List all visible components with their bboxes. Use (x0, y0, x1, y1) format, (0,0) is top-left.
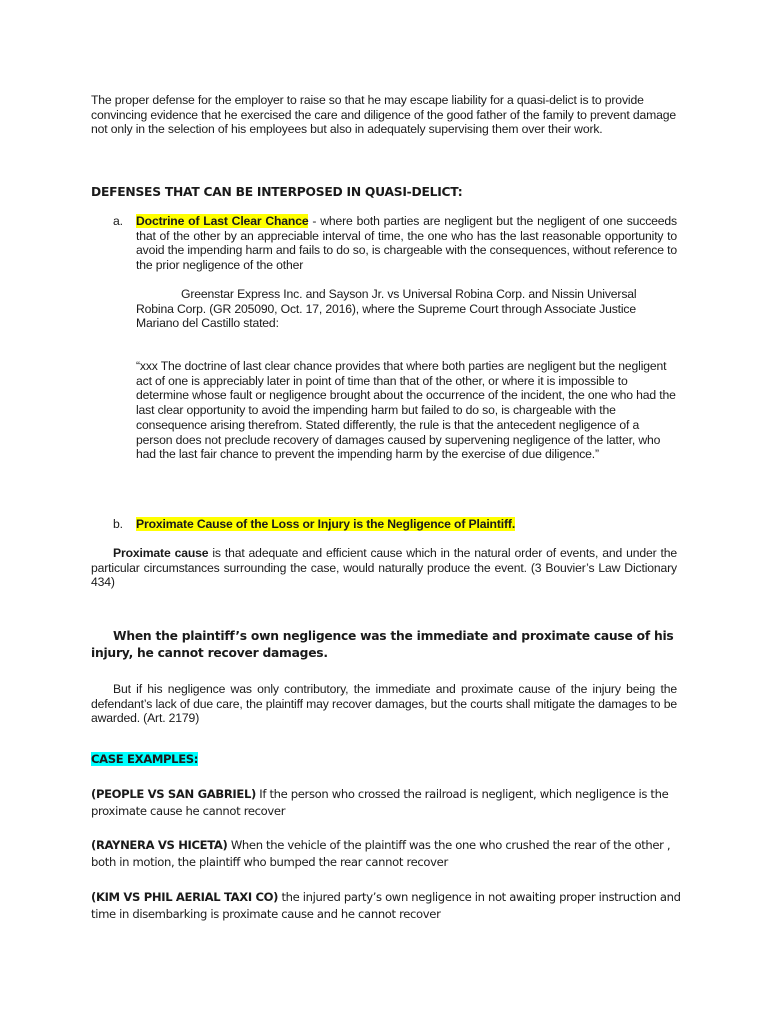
defenses-heading: DEFENSES THAT CAN BE INTERPOSED IN QUASI-DELICT: (91, 185, 463, 199)
case-item (91, 889, 681, 922)
case-name: (RAYNERA VS HICETA) (91, 838, 228, 852)
list-marker-b: b. (113, 517, 123, 531)
rule-paragraph: When the plaintiff’s own negligence was the immediate and proximate cause of his injury, he cannot recover damages. (91, 629, 674, 660)
case-examples-heading (91, 751, 198, 768)
last-clear-chance-title: Doctrine of Last Clear Chance (136, 214, 309, 228)
proximate-cause-text: is that adequate and efficient cause which in the natural order of events, and under the particular circumstances surrounding the case, would naturally produce the event. (3 Bouvier’s Law Dictionary 434) (91, 546, 677, 590)
list-marker-a: a. (113, 214, 123, 228)
case-item (91, 786, 681, 819)
intro-paragraph: The proper defense for the employer to raise so that he may escape liability for a quasi-delict is to provide convincing evidence that he exercised the care and diligence of the good father of the family to prevent damage not only in the selection of his employees but also in adequately supervising them over their work. (91, 93, 676, 137)
proximate-cause-title: Proximate Cause of the Loss or Injury is the Negligence of Plaintiff. (136, 517, 516, 531)
case-text: When the vehicle of the plaintiff was the one who crushed the rear of the other , both in motion, the plaintiff who bumped the rear cannot recover (91, 838, 671, 869)
proximate-cause-term: Proximate cause (113, 546, 209, 560)
item-b-paragraph (136, 517, 677, 532)
item-a-text: - where both parties are negligent but the negligent of one succeeds that of the other by an appreciable interval of time, the one who has the last reasonable opportunity to avoid the impending harm and fails to do so, is chargeable with the consequences, without reference to the prior negligence of the other (136, 214, 678, 273)
case-name: (PEOPLE VS SAN GABRIEL) (91, 787, 256, 801)
quote-paragraph: “xxx The doctrine of last clear chance provides that where both parties are negligent but the negligent act of one is appreciably later in point of time than that of the other, or where it is impossible to determine whose fault or negligence brought about the occurrence of the incident, the one who had the last clear opportunity to avoid the impending harm but failed to do so, is chargeable with the consequence arising therefrom. Stated differently, the rule is that the antecedent negligence of a person does not preclude recovery of damages caused by supervening negligence of the latter, who had the last fair chance to prevent the impending harm by the exercise of due diligence.” (136, 359, 676, 462)
case-item (91, 837, 681, 870)
case-examples-label: CASE EXAMPLES: (91, 752, 199, 766)
contributory-paragraph: But if his negligence was only contributory, the immediate and proximate cause of the injury being the defendant’s lack of due care, the plaintiff may recover damages, but the courts shall mitigate the damages to be awarded. (Art. 2179) (91, 682, 677, 726)
citation-paragraph: Greenstar Express Inc. and Sayson Jr. vs Universal Robina Corp. and Nissin Universal Robina Corp. (GR 205090, Oct. 17, 2016), where the Supreme Court through Associate Justice Mariano del Castillo stated: (136, 287, 637, 331)
proximate-cause-paragraph (91, 546, 677, 590)
case-name: (KIM VS PHIL AERIAL TAXI CO) (91, 890, 279, 904)
case-text: If the person who crossed the railroad is negligent, which negligence is the proximate cause he cannot recover (91, 787, 669, 818)
item-a-paragraph (136, 214, 677, 273)
case-text: the injured party’s own negligence in not awaiting proper instruction and time in disembarking is proximate cause and he cannot recover (91, 890, 681, 921)
